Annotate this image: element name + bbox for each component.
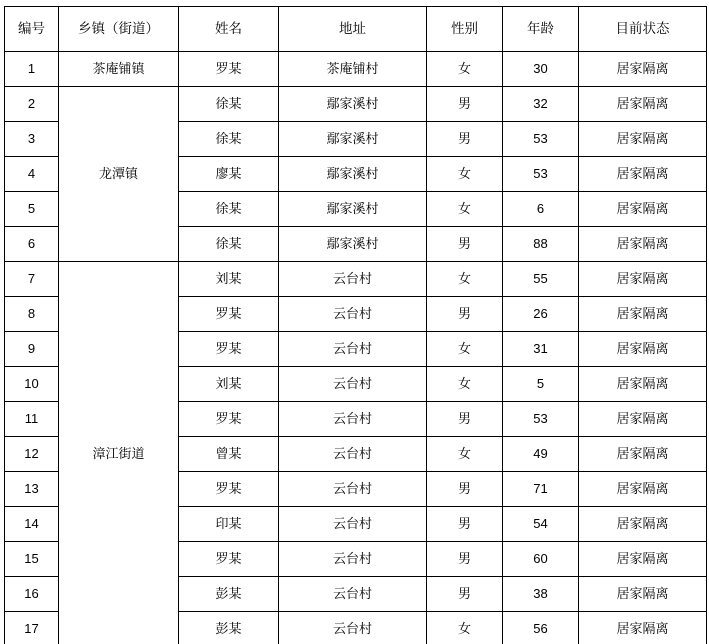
cell-status: 居家隔离 [579, 297, 707, 332]
table-body [5, 52, 707, 644]
table-row [5, 87, 707, 122]
cell-address: 云台村 [279, 297, 427, 332]
cell-age: 55 [503, 262, 579, 297]
cell-address: 云台村 [279, 542, 427, 577]
cell-id: 9 [5, 332, 59, 367]
cell-name: 曾某 [179, 437, 279, 472]
cell-address: 云台村 [279, 612, 427, 644]
cell-sex: 女 [427, 332, 503, 367]
cell-address: 茶庵铺村 [279, 52, 427, 87]
cell-status: 居家隔离 [579, 577, 707, 612]
cell-address: 云台村 [279, 507, 427, 542]
table-row [5, 52, 707, 87]
cell-sex: 男 [427, 542, 503, 577]
cell-name: 廖某 [179, 157, 279, 192]
cell-name: 罗某 [179, 542, 279, 577]
column-header-id: 编号 [5, 7, 59, 52]
column-header-town: 乡镇（街道） [59, 7, 179, 52]
cell-address: 云台村 [279, 262, 427, 297]
cell-sex: 男 [427, 87, 503, 122]
cell-status: 居家隔离 [579, 122, 707, 157]
cell-status: 居家隔离 [579, 52, 707, 87]
cell-id: 2 [5, 87, 59, 122]
cell-name: 罗某 [179, 472, 279, 507]
cell-age: 5 [503, 367, 579, 402]
cell-name: 彭某 [179, 612, 279, 644]
cell-id: 3 [5, 122, 59, 157]
cell-age: 54 [503, 507, 579, 542]
column-header-status: 目前状态 [579, 7, 707, 52]
cell-sex: 女 [427, 612, 503, 644]
cell-name: 徐某 [179, 87, 279, 122]
cell-address: 鄢家溪村 [279, 122, 427, 157]
cell-age: 56 [503, 612, 579, 644]
cell-id: 14 [5, 507, 59, 542]
column-header-address: 地址 [279, 7, 427, 52]
cell-name: 刘某 [179, 367, 279, 402]
cell-status: 居家隔离 [579, 612, 707, 644]
cell-address: 云台村 [279, 402, 427, 437]
cell-id: 4 [5, 157, 59, 192]
cell-town-group: 茶庵铺镇 [59, 52, 179, 87]
cell-sex: 男 [427, 297, 503, 332]
cell-status: 居家隔离 [579, 192, 707, 227]
cell-id: 6 [5, 227, 59, 262]
cell-status: 居家隔离 [579, 262, 707, 297]
cell-sex: 男 [427, 472, 503, 507]
cell-age: 53 [503, 122, 579, 157]
cell-sex: 女 [427, 192, 503, 227]
cell-town-group: 漳江街道 [59, 262, 179, 644]
cell-name: 刘某 [179, 262, 279, 297]
cell-sex: 女 [427, 52, 503, 87]
cell-name: 印某 [179, 507, 279, 542]
cell-status: 居家隔离 [579, 402, 707, 437]
cell-status: 居家隔离 [579, 542, 707, 577]
cell-town-group: 龙潭镇 [59, 87, 179, 262]
cell-id: 13 [5, 472, 59, 507]
cell-address: 云台村 [279, 367, 427, 402]
cell-address: 鄢家溪村 [279, 192, 427, 227]
cell-sex: 女 [427, 262, 503, 297]
table-header [5, 7, 707, 52]
cell-age: 26 [503, 297, 579, 332]
cell-name: 徐某 [179, 227, 279, 262]
cell-age: 6 [503, 192, 579, 227]
cell-age: 71 [503, 472, 579, 507]
cell-status: 居家隔离 [579, 472, 707, 507]
isolation-records-table [4, 6, 707, 644]
cell-age: 31 [503, 332, 579, 367]
cell-address: 云台村 [279, 332, 427, 367]
cell-sex: 男 [427, 507, 503, 542]
cell-id: 11 [5, 402, 59, 437]
cell-age: 38 [503, 577, 579, 612]
cell-age: 53 [503, 402, 579, 437]
cell-sex: 男 [427, 402, 503, 437]
cell-id: 17 [5, 612, 59, 644]
column-header-age: 年龄 [503, 7, 579, 52]
cell-address: 鄢家溪村 [279, 87, 427, 122]
cell-name: 罗某 [179, 402, 279, 437]
cell-age: 53 [503, 157, 579, 192]
cell-id: 5 [5, 192, 59, 227]
cell-name: 徐某 [179, 122, 279, 157]
cell-age: 60 [503, 542, 579, 577]
cell-address: 鄢家溪村 [279, 227, 427, 262]
cell-sex: 男 [427, 577, 503, 612]
cell-id: 16 [5, 577, 59, 612]
cell-address: 鄢家溪村 [279, 157, 427, 192]
cell-sex: 女 [427, 157, 503, 192]
table-header-row [5, 7, 707, 52]
cell-sex: 男 [427, 122, 503, 157]
cell-id: 12 [5, 437, 59, 472]
table-row [5, 262, 707, 297]
cell-name: 彭某 [179, 577, 279, 612]
cell-address: 云台村 [279, 577, 427, 612]
cell-sex: 女 [427, 437, 503, 472]
cell-name: 罗某 [179, 332, 279, 367]
cell-id: 8 [5, 297, 59, 332]
column-header-name: 姓名 [179, 7, 279, 52]
cell-address: 云台村 [279, 437, 427, 472]
cell-status: 居家隔离 [579, 437, 707, 472]
cell-name: 罗某 [179, 52, 279, 87]
cell-id: 1 [5, 52, 59, 87]
cell-status: 居家隔离 [579, 332, 707, 367]
cell-status: 居家隔离 [579, 507, 707, 542]
cell-age: 30 [503, 52, 579, 87]
cell-name: 罗某 [179, 297, 279, 332]
cell-id: 7 [5, 262, 59, 297]
column-header-sex: 性别 [427, 7, 503, 52]
cell-status: 居家隔离 [579, 87, 707, 122]
cell-id: 10 [5, 367, 59, 402]
cell-id: 15 [5, 542, 59, 577]
cell-name: 徐某 [179, 192, 279, 227]
cell-age: 49 [503, 437, 579, 472]
cell-status: 居家隔离 [579, 367, 707, 402]
cell-sex: 女 [427, 367, 503, 402]
cell-age: 88 [503, 227, 579, 262]
cell-status: 居家隔离 [579, 227, 707, 262]
cell-sex: 男 [427, 227, 503, 262]
cell-age: 32 [503, 87, 579, 122]
cell-status: 居家隔离 [579, 157, 707, 192]
cell-address: 云台村 [279, 472, 427, 507]
